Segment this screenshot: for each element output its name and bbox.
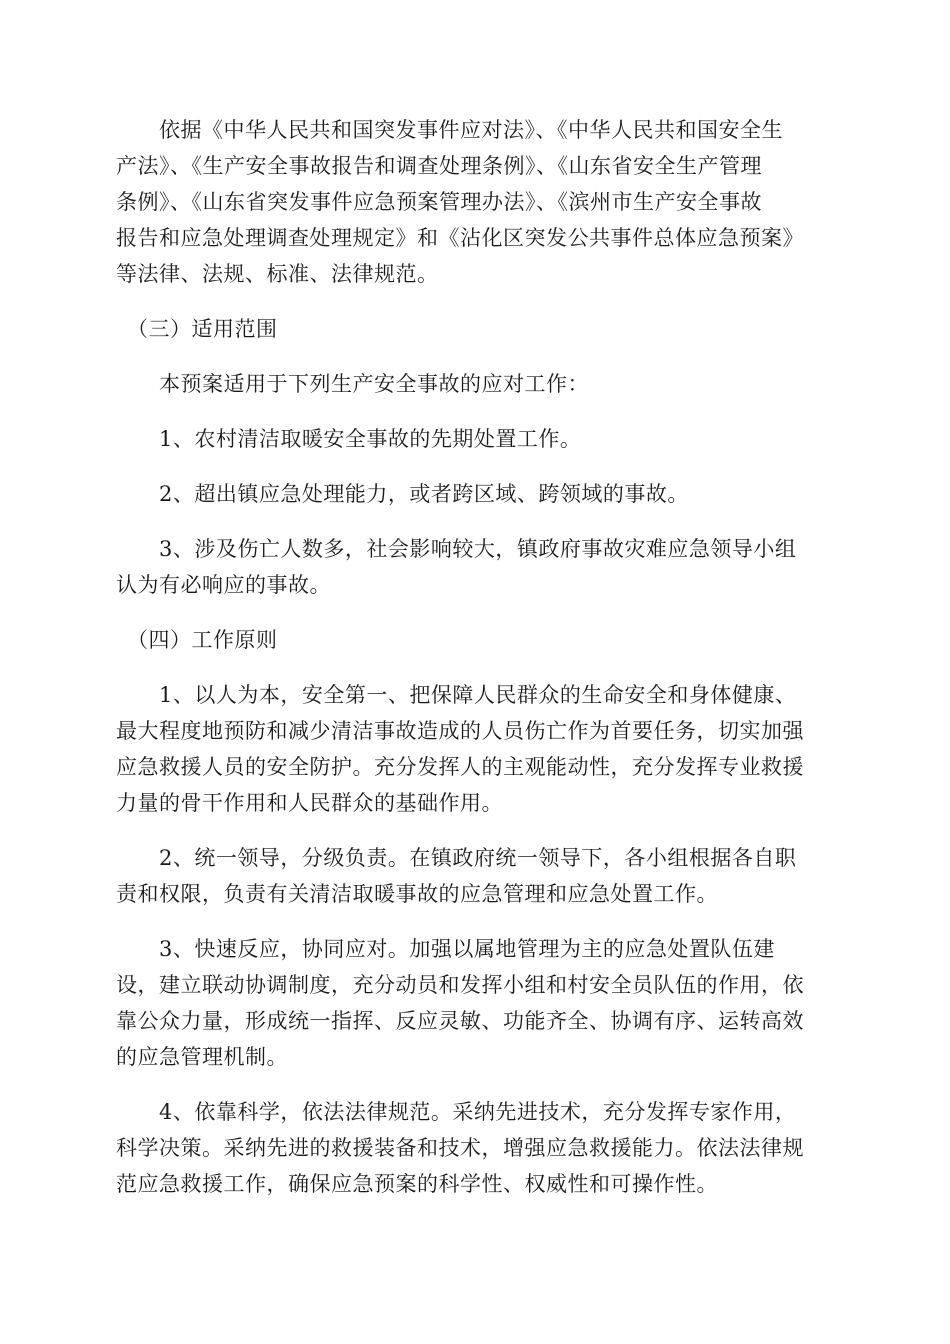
text-line: 责和权限，负责有关清洁取暖事故的应急管理和应急处置工作。 [116, 882, 718, 906]
list-item-principle-2 [116, 840, 832, 912]
text-line: 产法》、《生产安全事故报告和调查处理条例》、《山东省安全生产管理 [116, 154, 762, 178]
list-item-scope-3 [116, 531, 832, 603]
text-line: 3、快速反应，协同应对。加强以属地管理为主的应急处置队伍建 [116, 937, 775, 961]
text-line: （三）适用范围 [116, 317, 278, 341]
text-line: 本预案适用于下列生产安全事故的应对工作： [116, 372, 589, 396]
section-heading-scope [116, 311, 832, 347]
text-line: 1、农村清洁取暖安全事故的先期处置工作。 [116, 427, 582, 451]
text-line: 设，建立联动协调制度，充分动员和发挥小组和村安全员队伍的作用，依 [116, 973, 804, 997]
text-line: 3、涉及伤亡人数多，社会影响较大，镇政府事故灾难应急领导小组 [116, 537, 797, 561]
text-line: 报告和应急处理调查处理规定》和《沾化区突发公共事件总体应急预案》 [116, 226, 804, 250]
text-line: 的应急管理机制。 [116, 1045, 288, 1069]
paragraph-legal-basis [116, 112, 832, 292]
text-line: 依据《中华人民共和国突发事件应对法》、《中华人民共和国安全生 [116, 118, 783, 142]
text-line: 条例》、《山东省突发事件应急预案管理办法》、《滨州市生产安全事故 [116, 190, 762, 214]
text-line: 范应急救援工作，确保应急预案的科学性、权威性和可操作性。 [116, 1172, 718, 1196]
text-line: 力量的骨干作用和人民群众的基础作用。 [116, 791, 503, 815]
text-line: 2、超出镇应急处理能力，或者跨区域、跨领域的事故。 [116, 482, 689, 506]
section-heading-principles [116, 622, 832, 658]
document-page [116, 112, 832, 1221]
text-line: 1、以人为本，安全第一、把保障人民群众的生命安全和身体健康、 [116, 683, 797, 707]
list-item-principle-1 [116, 677, 832, 821]
list-item-principle-3 [116, 931, 832, 1075]
text-line: 2、统一领导，分级负责。在镇政府统一领导下，各小组根据各自职 [116, 846, 797, 870]
text-line: 最大程度地预防和减少清洁事故造成的人员伤亡作为首要任务，切实加强 [116, 719, 804, 743]
text-line: 应急救援人员的安全防护。充分发挥人的主观能动性，充分发挥专业救援 [116, 755, 804, 779]
list-item-scope-1 [116, 421, 832, 457]
text-line: 靠公众力量，形成统一指挥、反应灵敏、功能齐全、协调有序、运转高效 [116, 1009, 804, 1033]
text-line: （四）工作原则 [116, 628, 278, 652]
text-line: 4、依靠科学，依法法律规范。采纳先进技术，充分发挥专家作用， [116, 1100, 797, 1124]
list-item-principle-4 [116, 1094, 832, 1202]
text-line: 认为有必响应的事故。 [116, 573, 331, 597]
list-item-scope-2 [116, 476, 832, 512]
paragraph-scope-intro [116, 366, 832, 402]
text-line: 等法律、法规、标准、法律规范。 [116, 262, 439, 286]
text-line: 科学决策。采纳先进的救援装备和技术，增强应急救援能力。依法法律规 [116, 1136, 804, 1160]
